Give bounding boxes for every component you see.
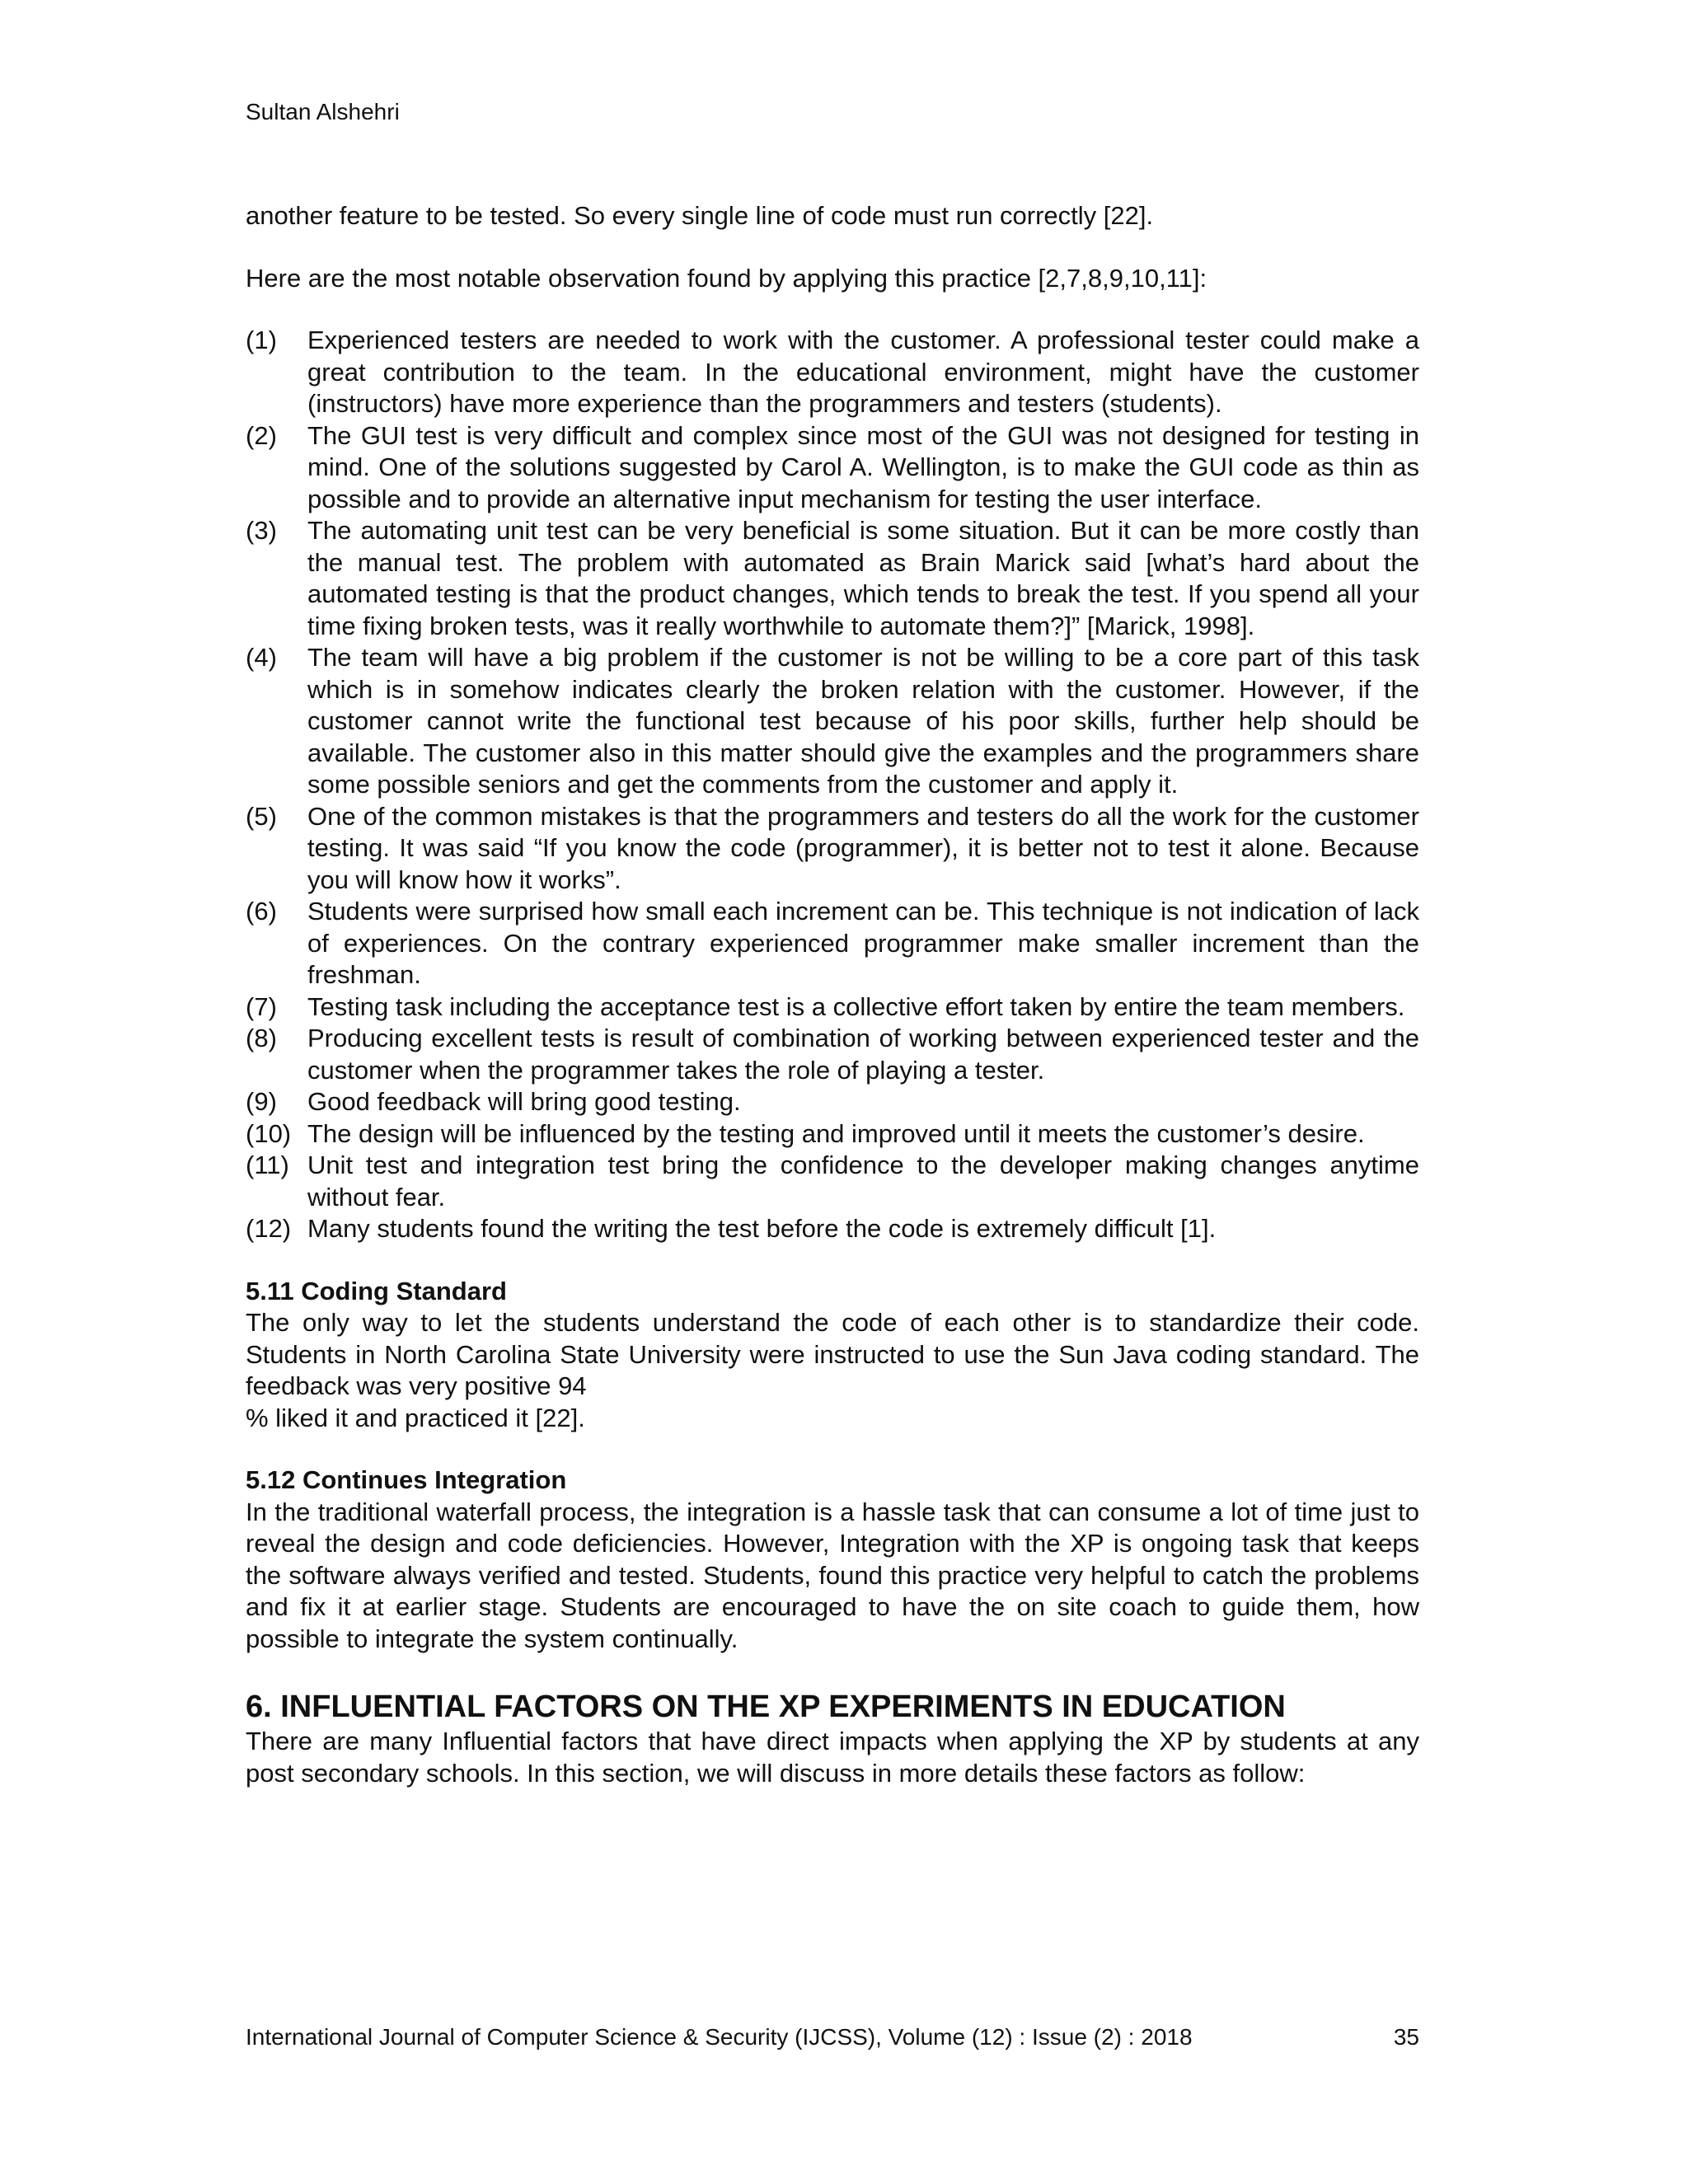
page-number: 35 [1393, 2024, 1419, 2050]
section-heading-influential-factors: 6. INFLUENTIAL FACTORS ON THE XP EXPERIMENTS IN EDUCATION [246, 1690, 1286, 1724]
list-item [246, 1086, 1419, 1118]
list-item-number: (10) [246, 1118, 292, 1148]
list-item-text: Testing task including the acceptance test is a collective effort taken by entire the team members. [307, 991, 1405, 1021]
running-header-author: Sultan Alshehri [246, 99, 400, 124]
list-item-text: Good feedback will bring good testing. [307, 1087, 741, 1116]
list-item [246, 1150, 1419, 1213]
list-item-text: One of the common mistakes is that the programmers and testers do all the work for the customer testing. It was said “If you know the code (programmer), it is better not to test it alone. Because you will know how it works”. [307, 801, 1419, 894]
influential-factors-paragraph: There are many Influential factors that have direct impacts when applying the XP by students at any post secondary schools. In this section, we will discuss in more details these factors as follow: [246, 1727, 1419, 1788]
list-item-text: The design will be influenced by the testing and improved until it meets the customer’s desire. [307, 1118, 1365, 1148]
list-item-number: (12) [246, 1214, 292, 1243]
list-item-text: Many students found the writing the test before the code is extremely difficult [1]. [307, 1214, 1217, 1243]
list-item-number: (4) [246, 643, 277, 672]
section-heading-continuous-integration: 5.12 Continues Integration [246, 1465, 567, 1494]
list-item-text: Unit test and integration test bring the confidence to the developer making changes anytime without fear. [307, 1151, 1419, 1212]
list-item-number: (8) [246, 1024, 277, 1052]
list-item-number: (3) [246, 516, 277, 545]
list-item-number: (11) [246, 1151, 289, 1179]
list-item-text: Students were surprised how small each increment can be. This technique is not indication of lack of experiences. On the contrary experienced programmer make smaller increment than the freshman. [307, 897, 1419, 989]
list-item-number: (1) [246, 326, 277, 354]
coding-standard-paragraph: The only way to let the students understand the code of each other is to standardize their code. Students in North Carolina State University were instructed to use the Sun Java coding standard. The feedback was very positive 94 [246, 1308, 1419, 1400]
spacer [246, 1655, 1419, 1688]
list-item-number: (9) [246, 1087, 277, 1116]
article-body [246, 200, 1419, 1789]
list-item-text: The team will have a big problem if the customer is not be willing to be a core part of this task which is in somehow indicates clearly the broken relation with the customer. However, if the customer cannot write the functional test because of his poor skills, further help should be available. The customer also in this matter should give the examples and the programmers share some possible seniors and get the comments from the customer and apply it. [307, 643, 1419, 799]
list-item [246, 1213, 1419, 1245]
list-item [246, 515, 1419, 642]
footer-journal-citation: International Journal of Computer Science & Security (IJCSS), Volume (12) : Issue (2) : 2018 [246, 2024, 1193, 2050]
list-item [246, 1118, 1419, 1151]
list-item-number: (7) [246, 991, 277, 1021]
list-item [246, 325, 1419, 420]
list-item-number: (5) [246, 801, 277, 831]
list-item-text: The GUI test is very difficult and complex since most of the GUI was not designed for testing in mind. One of the solutions suggested by Carol A. Wellington, is to make the GUI code as thin as possible and to provide an alternative input mechanism for testing the user interface. [307, 420, 1419, 513]
list-item [246, 1023, 1419, 1086]
list-item-text: Experienced testers are needed to work with the customer. A professional tester could make a great contribution to the team. In the educational environment, might have the customer (instructors) have more experience than the programmers and testers (students). [307, 326, 1419, 418]
list-item [246, 801, 1419, 897]
list-item-number: (2) [246, 420, 277, 450]
observations-lead: Here are the most notable observation found by applying this practice [2,7,8,9,10,11]: [246, 263, 1207, 293]
observations-list [246, 325, 1419, 1245]
page [246, 0, 1419, 2184]
coding-standard-paragraph-cont: % liked it and practiced it [22]. [246, 1403, 585, 1432]
intro-paragraph: another feature to be tested. So every single line of code must run correctly [22]. [246, 201, 1154, 230]
list-item-number: (6) [246, 897, 277, 926]
list-item [246, 420, 1419, 516]
list-item-text: The automating unit test can be very beneficial is some situation. But it can be more costly than the manual test. The problem with automated as Brain Marick said [what’s hard about the automated testing is that the product changes, which tends to break the test. If you spend all your time fixing broken tests, was it really worthwhile to automate them?]” [Marick, 1998]. [307, 516, 1419, 640]
list-item [246, 896, 1419, 991]
list-item-text: Producing excellent tests is result of combination of working between experienced tester and the customer when the programmer takes the role of playing a tester. [307, 1024, 1419, 1085]
list-item [246, 991, 1419, 1024]
spacer [246, 1434, 1419, 1465]
section-heading-coding-standard: 5.11 Coding Standard [246, 1276, 507, 1305]
continuous-integration-paragraph: In the traditional waterfall process, the integration is a hassle task that can consume a lot of time just to reveal the design and code deficiencies. However, Integration with the XP is ongoing task that keeps the software always verified and tested. Students, found this practice very helpful to catch the problems and fix it at earlier stage. Students are encouraged to have the on site coach to guide them, how possible to integrate the system continually. [246, 1497, 1419, 1653]
list-item [246, 642, 1419, 801]
